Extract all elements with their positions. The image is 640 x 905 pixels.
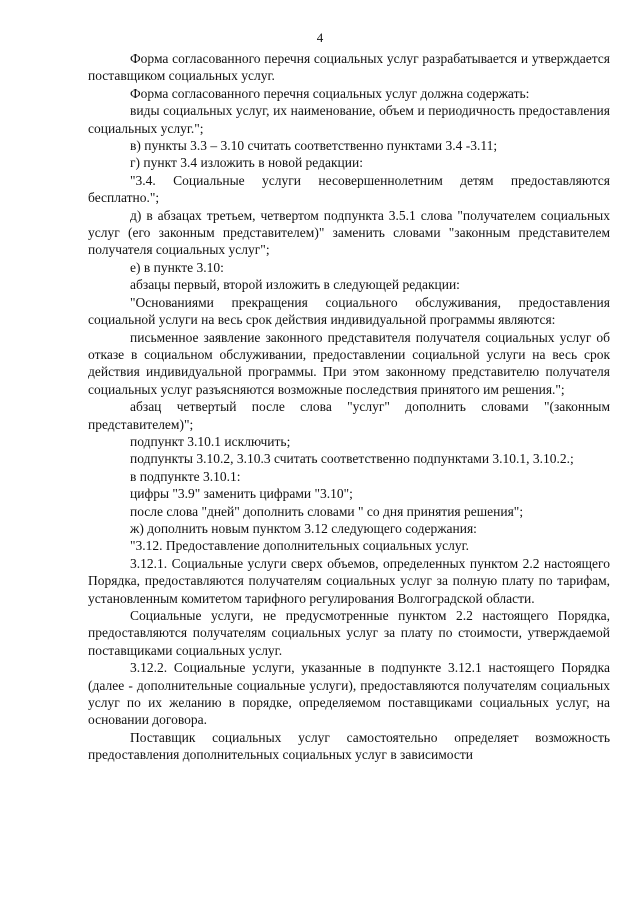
paragraph: цифры "3.9" заменить цифрами "3.10"; — [130, 486, 353, 502]
paragraph: Поставщик социальных услуг самостоятельно определяет возможность предоставления дополнительных социальных услуг в зависимости — [88, 729, 610, 763]
paragraph: после слова "дней" дополнить словами " со дня принятия решения"; — [130, 503, 524, 519]
paragraph: абзацы первый, второй изложить в следующей редакции: — [130, 277, 460, 293]
paragraph: в подпункте 3.10.1: — [130, 468, 241, 484]
paragraph: Форма согласованного перечня социальных услуг разрабатывается и утверждается поставщиком социальных услуг. — [88, 51, 610, 84]
paragraph: письменное заявление законного представителя получателя социальных услуг об отказе в социальном обслуживании, предоставлении социальной услуги на весь срок действия индивидуальной программы. При этом законному представителю получателя социальных услуг разъясняются возможные последствия принятого им решения."; — [88, 329, 610, 397]
paragraph: подпункты 3.10.2, 3.10.3 считать соответственно подпунктами 3.10.1, 3.10.2.; — [130, 451, 574, 467]
paragraph: "3.12. Предоставление дополнительных социальных услуг. — [130, 538, 469, 554]
paragraph: виды социальных услуг, их наименование, объем и периодичность предоставления социальных услуг."; — [88, 103, 610, 136]
paragraph: в) пункты 3.3 – 3.10 считать соответственно пунктами 3.4 -3.11; — [130, 138, 498, 154]
paragraph: г) пункт 3.4 изложить в новой редакции: — [130, 155, 363, 171]
paragraph: абзац четвертый после слова "услуг" дополнить словами "(законным представителем)"; — [88, 399, 610, 432]
paragraph: ж) дополнить новым пунктом 3.12 следующего содержания: — [130, 520, 477, 536]
page-number: 4 — [316, 30, 324, 45]
paragraph: "Основаниями прекращения социального обслуживания, предоставления социальной услуги на весь срок действия индивидуальной программы являются: — [88, 294, 610, 328]
paragraph: подпункт 3.10.1 исключить; — [130, 433, 291, 449]
paragraph: "3.4. Социальные услуги несовершеннолетним детям предоставляются бесплатно."; — [88, 172, 610, 206]
document-body — [88, 50, 610, 764]
paragraph: 3.12.1. Социальные услуги сверх объемов, определенных пунктом 2.2 настоящего Порядка, предоставляются получателям социальных услуг за полную плату по тарифам, установленным комитетом тарифного регулирования Волгоградской области. — [88, 555, 610, 606]
paragraph: е) в пункте 3.10: — [130, 259, 224, 275]
paragraph: Форма согласованного перечня социальных услуг должна содержать: — [130, 85, 530, 101]
paragraph: д) в абзацах третьем, четвертом подпункта 3.5.1 слова "получателем социальных услуг (его законным представителем)" заменить словами "законным представителем получателя социальных услуг"; — [88, 207, 610, 258]
paragraph: Социальные услуги, не предусмотренные пунктом 2.2 настоящего Порядка, предоставляются получателям социальных услуг за плату по стоимости, утверждаемой поставщиками социальных услуг. — [88, 608, 610, 658]
paragraph: 3.12.2. Социальные услуги, указанные в подпункте 3.12.1 настоящего Порядка (далее - дополнительные социальные услуги), предоставляются получателям социальных услуг по их желанию в порядке, определяемом поставщиками социальных услуг, на основании договора. — [88, 660, 610, 728]
